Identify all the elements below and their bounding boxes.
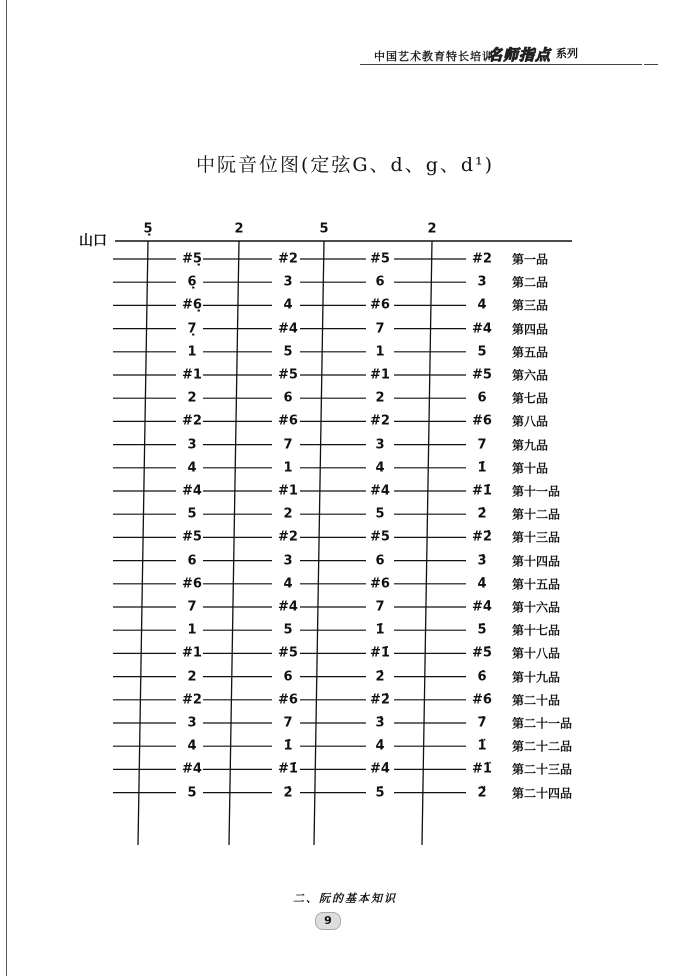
fret-note: #1: [182, 367, 202, 383]
open-string-note: 2: [427, 221, 437, 237]
fret-note: #5̣: [182, 251, 202, 267]
fret-note: 2̇: [477, 506, 487, 522]
fret-label: 第六品: [512, 368, 549, 383]
fret-note: #4: [472, 321, 492, 337]
fret-label: 第十七品: [512, 623, 561, 638]
fret-note: 3̇: [477, 553, 487, 569]
fret-note: #1̈: [472, 761, 492, 777]
fret-note: 1̈: [477, 738, 487, 754]
fret-note: #4̇: [370, 761, 390, 777]
nut-label: 山口: [79, 233, 107, 249]
fret-note: #1̇: [278, 761, 298, 777]
fret-note: #2: [182, 413, 202, 429]
header-series-text: 中国艺术教育特长培训: [374, 50, 494, 63]
fret-note: #4: [182, 483, 202, 499]
fret-label: 第十一品: [512, 484, 561, 499]
fret-note: 7̇: [477, 715, 487, 731]
fret-note: #2: [278, 529, 298, 545]
open-string-note: 2: [234, 221, 244, 237]
fret-note: 5: [283, 622, 293, 638]
fret-note: #5: [278, 367, 298, 383]
fret-note: 6: [283, 390, 293, 406]
fret-note: #2: [278, 251, 298, 267]
string-line-1: [138, 241, 148, 845]
fret-note: #6: [278, 413, 298, 429]
fret-note: 3: [187, 437, 197, 453]
fret-note: 5: [375, 506, 385, 522]
fret-note: 6: [477, 390, 487, 406]
fret-note: #1̇: [472, 483, 492, 499]
fret-note: #5̇: [472, 645, 492, 661]
fret-note: #4: [370, 483, 390, 499]
fret-note: 1: [283, 460, 293, 476]
fret-label: 第十六品: [512, 600, 561, 615]
fret-label: 第二品: [512, 275, 549, 290]
fret-note: #5: [278, 645, 298, 661]
open-string-note: 5̣: [143, 221, 153, 237]
fret-note: 5: [477, 344, 487, 360]
fret-note: 7: [375, 321, 385, 337]
fret-note: 1: [187, 622, 197, 638]
fret-note: #4: [182, 761, 202, 777]
fret-note: 7: [477, 437, 487, 453]
fret-note: 4̇: [477, 576, 487, 592]
fret-label: 第十品: [512, 461, 549, 476]
fret-note: 2̇: [375, 669, 385, 685]
fret-note: #2: [182, 692, 202, 708]
fret-note: 2̇: [283, 785, 293, 801]
fret-label: 第八品: [512, 414, 549, 429]
fret-label: 第五品: [512, 345, 549, 360]
fret-note: 7: [283, 437, 293, 453]
fret-note: #6: [370, 576, 390, 592]
fret-note: 6: [187, 553, 197, 569]
fret-label: 第二十二品: [512, 739, 573, 754]
fret-note: #4: [278, 599, 298, 615]
fret-note: 1̇: [477, 460, 487, 476]
fret-label: 第四品: [512, 322, 549, 337]
string-line-2: [229, 241, 239, 845]
fret-note: #6̣: [182, 297, 202, 313]
fret-note: 1̇: [283, 738, 293, 754]
page-title: 中阮音位图(定弦G、d、g、d¹): [195, 154, 495, 176]
fret-note: 2: [375, 390, 385, 406]
fret-note: #6: [182, 576, 202, 592]
fret-note: 6: [375, 553, 385, 569]
fret-note: #6: [278, 692, 298, 708]
fret-note: 3: [283, 274, 293, 290]
fret-note: 5: [187, 785, 197, 801]
fret-note: 2̈: [477, 785, 487, 801]
fret-label: 第二十三品: [512, 762, 573, 777]
fret-note: 5: [283, 344, 293, 360]
fret-label: 第十九品: [512, 670, 561, 685]
open-string-note: 5: [319, 221, 329, 237]
fret-note: #1̇: [370, 645, 390, 661]
fret-note: 4: [283, 576, 293, 592]
fret-note: 2: [187, 390, 197, 406]
fret-label: 第十五品: [512, 577, 561, 592]
page-number: 9: [315, 912, 341, 930]
fret-note: 7: [187, 599, 197, 615]
string-line-3: [314, 241, 324, 845]
fret-label: 第二十四品: [512, 786, 573, 801]
fret-label: 第十三品: [512, 530, 561, 545]
fret-note: #4̇: [472, 599, 492, 615]
fret-note: 1: [375, 344, 385, 360]
fret-note: 2: [187, 669, 197, 685]
fret-label: 第七品: [512, 391, 549, 406]
fret-note: 7: [283, 715, 293, 731]
fret-note: 3: [283, 553, 293, 569]
fret-label: 第二十一品: [512, 716, 573, 731]
fret-note: 1: [187, 344, 197, 360]
fret-note: 4̇: [375, 738, 385, 754]
fret-note: #5: [472, 367, 492, 383]
fret-note: 7̣: [187, 321, 197, 337]
fret-note: #4: [278, 321, 298, 337]
fret-note: 4: [187, 460, 197, 476]
fret-note: 5: [187, 506, 197, 522]
header-series-word: 系列: [556, 47, 578, 60]
fret-label: 第一品: [512, 252, 549, 267]
fret-note: #2: [472, 251, 492, 267]
header-brand-logo: 名师指点: [487, 46, 552, 64]
fret-label: 第三品: [512, 298, 549, 313]
fret-note: 1̇: [375, 622, 385, 638]
fret-note: 3: [477, 274, 487, 290]
fret-note: #6: [370, 297, 390, 313]
fret-note: 2: [283, 506, 293, 522]
fret-note: 4: [477, 297, 487, 313]
fret-note: 6̇: [477, 669, 487, 685]
fret-note: 6: [375, 274, 385, 290]
fret-note: #1: [370, 367, 390, 383]
fret-note: 4: [187, 738, 197, 754]
fret-note: 4: [375, 460, 385, 476]
fret-note: #2: [370, 413, 390, 429]
fret-note: 5̇: [477, 622, 487, 638]
fret-note: 6̣: [187, 274, 197, 290]
fret-label: 第十八品: [512, 646, 561, 661]
fret-note: 7: [375, 599, 385, 615]
string-line-4: [422, 241, 432, 845]
fret-note: 3̇: [375, 715, 385, 731]
fret-note: #6̇: [472, 692, 492, 708]
fret-note: 3: [187, 715, 197, 731]
fret-note: #5: [182, 529, 202, 545]
fret-label: 第十二品: [512, 507, 561, 522]
fret-note: 4: [283, 297, 293, 313]
fret-note: #1: [278, 483, 298, 499]
fret-note: #6: [472, 413, 492, 429]
footer-section-title: 二、阮的基本知识: [293, 892, 397, 905]
fret-note: 5̇: [375, 785, 385, 801]
fret-note: #2̇: [370, 692, 390, 708]
fret-note: 6: [283, 669, 293, 685]
fret-note: #1: [182, 645, 202, 661]
fret-label: 第十四品: [512, 554, 561, 569]
fret-note: #5: [370, 529, 390, 545]
fret-note: #5: [370, 251, 390, 267]
fret-label: 第二十品: [512, 693, 561, 708]
fret-note: 3: [375, 437, 385, 453]
fret-label: 第九品: [512, 438, 549, 453]
fret-note: #2̇: [472, 529, 492, 545]
